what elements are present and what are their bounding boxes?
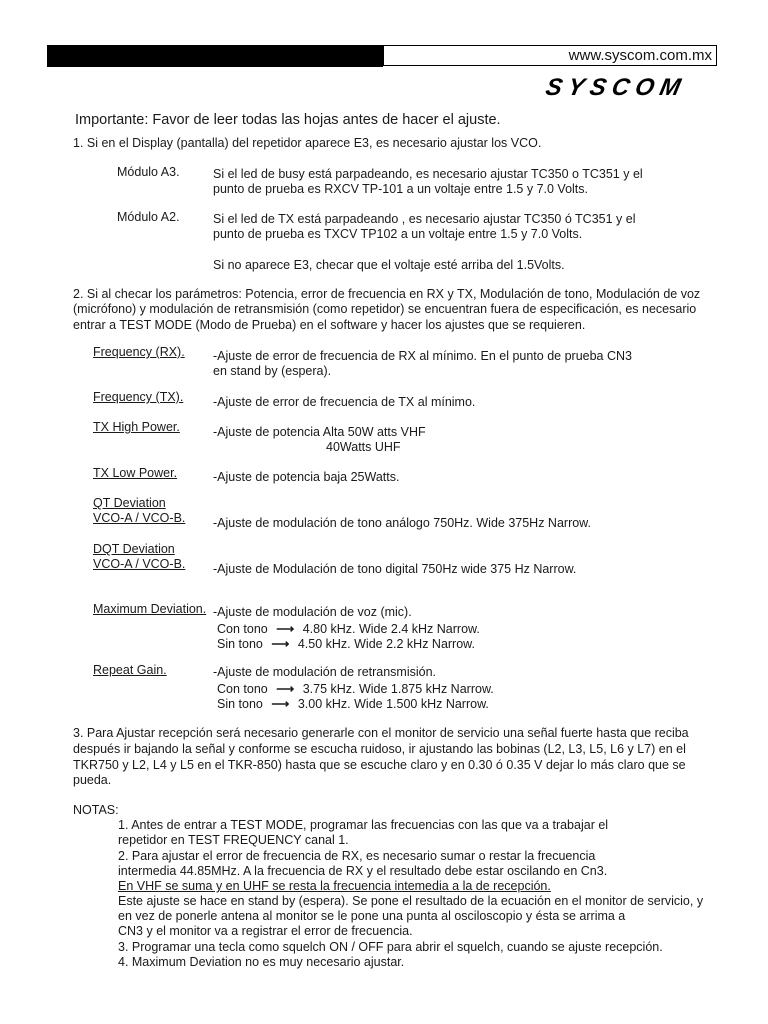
- sin-tono-label: Sin tono: [217, 637, 263, 651]
- param-tx-low-label: TX Low Power.: [93, 466, 178, 480]
- param-freq-tx-label: Frequency (TX).: [93, 390, 184, 404]
- item-2-line1: 2. Si al checar los parámetros: Potencia, error de frecuencia en RX y TX, Modulación de tono, Modulación de voz: [73, 287, 701, 301]
- con-tono-label: Con tono: [217, 682, 268, 696]
- repeat-con-tono: [217, 681, 494, 696]
- module-a2-line1: Si el led de TX está parpadeando , es necesario ajustar TC350 ó TC351 y el: [213, 212, 636, 226]
- syscom-logo: SYSCOM: [543, 74, 689, 101]
- module-a3-line2: punto de prueba es RXCV TP-101 a un voltaje entre 1.5 y 7.0 Volts.: [213, 182, 589, 196]
- con-tono-label: Con tono: [217, 622, 268, 636]
- note-line: CN3 y el monitor va a registrar el error de frecuencia.: [118, 924, 413, 938]
- param-dqt-label1: DQT Deviation: [93, 542, 175, 556]
- note-line: 4. Maximum Deviation no es muy necesario ajustar.: [118, 955, 405, 969]
- param-qt-label2: VCO-A / VCO-B.: [93, 511, 186, 525]
- sin-tono-label: Sin tono: [217, 697, 263, 711]
- con-tono-value: 4.80 kHz. Wide 2.4 kHz Narrow.: [302, 622, 480, 636]
- param-tx-high-desc1: -Ajuste de potencia Alta 50W atts VHF: [213, 425, 426, 439]
- param-repeat-desc: -Ajuste de modulación de retransmisión.: [213, 665, 437, 679]
- arrow-right-icon: ⟶: [276, 622, 295, 636]
- param-freq-rx-desc1: -Ajuste de error de frecuencia de RX al mínimo. En el punto de prueba CN3: [213, 349, 632, 363]
- module-a3-line1: Si el led de busy está parpadeando, es necesario ajustar TC350 o TC351 y el: [213, 167, 643, 181]
- sin-tono-value: 3.00 kHz. Wide 1.500 kHz Narrow.: [297, 697, 489, 711]
- param-max-dev-label: Maximum Deviation.: [93, 602, 207, 616]
- con-tono-value: 3.75 kHz. Wide 1.875 kHz Narrow.: [302, 682, 494, 696]
- note-line: 3. Programar una tecla como squelch ON / OFF para abrir el squelch, cuando se ajuste recepción.: [118, 940, 663, 954]
- param-dqt-desc: -Ajuste de Modulación de tono digital 750Hz wide 375 Hz Narrow.: [213, 562, 577, 576]
- module-a2-line2: punto de prueba es TXCV TP102 a un voltaje entre 1.5 y 7.0 Volts.: [213, 227, 583, 241]
- header-black-bar: [47, 45, 383, 67]
- max-dev-sin-tono: [217, 636, 475, 651]
- item-1: 1. Si en el Display (pantalla) del repetidor aparece E3, es necesario ajustar los VCO.: [73, 136, 542, 150]
- e3-note: Si no aparece E3, checar que el voltaje esté arriba del 1.5Volts.: [213, 258, 565, 272]
- param-dqt-label2: VCO-A / VCO-B.: [93, 557, 186, 571]
- note-line: Este ajuste se hace en stand by (espera). Se pone el resultado de la ecuación en el monitor de servicio, y: [118, 894, 704, 908]
- param-freq-tx-desc: -Ajuste de error de frecuencia de TX al mínimo.: [213, 395, 476, 409]
- max-dev-con-tono: [217, 621, 480, 636]
- param-qt-label1: QT Deviation: [93, 496, 166, 510]
- module-a3-label: Módulo A3.: [117, 165, 180, 179]
- note-line: 1. Antes de entrar a TEST MODE, programar las frecuencias con las que va a trabajar el: [118, 818, 609, 832]
- note-line: intermedia 44.85MHz. A la frecuencia de RX y el resultado debe estar oscilando en Cn3.: [118, 864, 608, 878]
- module-a2-label: Módulo A2.: [117, 210, 180, 224]
- param-tx-high-desc2: 40Watts UHF: [326, 440, 401, 454]
- param-max-dev-desc: -Ajuste de modulación de voz (mic).: [213, 605, 412, 619]
- item-2-line2: (micrófono) y modulación de retransmisión (como repetidor) se encuentran fuera de especificación, es necesario: [73, 302, 697, 316]
- repeat-sin-tono: [217, 696, 489, 711]
- param-freq-rx-desc2: en stand by (espera).: [213, 364, 332, 378]
- important-heading: Importante: Favor de leer todas las hojas antes de hacer el ajuste.: [75, 112, 501, 128]
- param-freq-rx-label: Frequency (RX).: [93, 345, 185, 359]
- item-2-line3: entrar a TEST MODE (Modo de Prueba) en el software y hacer los ajustes que se requieren.: [73, 318, 586, 332]
- param-tx-high-label: TX High Power.: [93, 420, 180, 434]
- arrow-right-icon: ⟶: [271, 637, 290, 651]
- sin-tono-value: 4.50 kHz. Wide 2.2 kHz Narrow.: [297, 637, 475, 651]
- note-line: 2. Para ajustar el error de frecuencia de RX, es necesario sumar o restar la frecuencia: [118, 849, 596, 863]
- note-line: en vez de ponerle antena al monitor se le pone una punta al osciloscopio y ésta se arrima a: [118, 909, 626, 923]
- item-3-line4: pueda.: [73, 773, 112, 787]
- arrow-right-icon: ⟶: [276, 682, 295, 696]
- note-line: repetidor en TEST FREQUENCY canal 1.: [118, 833, 349, 847]
- item-3-line2: después ir bajando la señal y conforme se escucha ruidoso, ir ajustando las bobinas (L2, L3, L5, L6 y L7) en el: [73, 742, 686, 756]
- param-repeat-label: Repeat Gain.: [93, 663, 167, 677]
- notes-title: NOTAS:: [73, 803, 119, 817]
- arrow-right-icon: ⟶: [271, 697, 290, 711]
- param-qt-desc: -Ajuste de modulación de tono análogo 750Hz. Wide 375Hz Narrow.: [213, 516, 591, 530]
- website-url: www.syscom.com.mx: [568, 47, 712, 64]
- note-line-underlined: En VHF se suma y en UHF se resta la frecuencia intemedia a la de recepción.: [118, 879, 551, 893]
- item-3-line3: TKR750 y L2, L4 y L5 en el TKR-850) hasta que se escuche claro y en 0.30 ó 0.35 V dejar lo más claro que se: [73, 758, 686, 772]
- item-3-line1: 3. Para Ajustar recepción será necesario generarle con el monitor de servicio una señal fuerte hasta que reciba: [73, 726, 689, 740]
- param-tx-low-desc: -Ajuste de potencia baja 25Watts.: [213, 470, 400, 484]
